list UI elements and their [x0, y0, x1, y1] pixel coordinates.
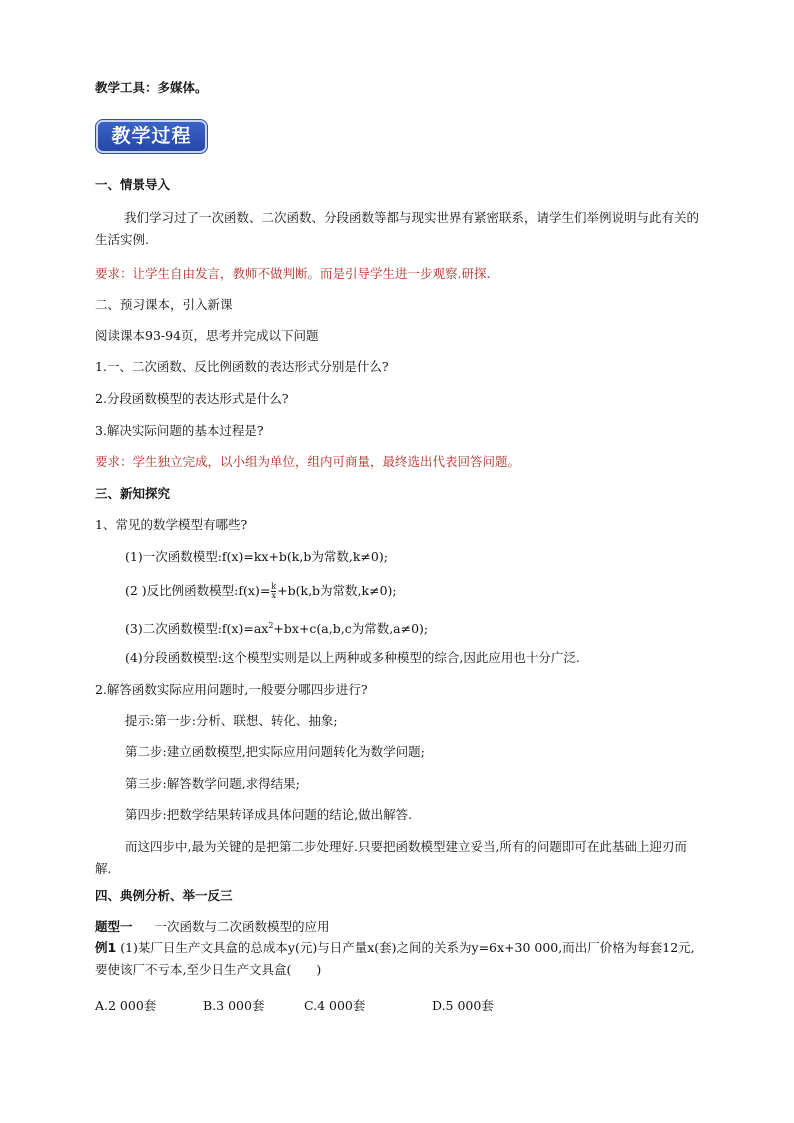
example-1	[95, 937, 702, 981]
fraction-numerator: k	[271, 582, 277, 591]
option-a: A.2 000套	[95, 998, 157, 1013]
section1-title: 一、情景导入	[95, 177, 171, 192]
section2-title: 二、预习课本，引入新课	[95, 297, 233, 312]
answer-options	[95, 996, 695, 1014]
model-quadratic-exponent: 2	[268, 621, 274, 630]
steps-summary: 而这四步中,最为关键的是把第二步处理好.只要把函数模型建立妥当,所有的问题即可在此基础上迎刃而解.	[95, 839, 687, 876]
example-text: (1)某厂日生产文具盒的总成本y(元)与日产量x(套)之间的关系为y=6x+30 000,而出厂价格为每套12元,要使该厂不亏本,至少日生产文具盒( )	[95, 940, 695, 977]
question-type-heading	[95, 918, 702, 936]
section3-title: 三、新知探究	[95, 486, 171, 501]
section4-title: 四、典例分析、举一反三	[95, 888, 233, 903]
question-type-text: 一次函数与二次函数模型的应用	[154, 919, 330, 934]
teaching-tools-line: 教学工具：多媒体。	[95, 80, 208, 95]
section2-question-1: 1.一、二次函数、反比例函数的表达形式分别是什么?	[95, 359, 389, 374]
model-quadratic	[125, 617, 702, 638]
model-quadratic-suffix: +bx+c(a,b,c为常数,a≠0);	[273, 621, 429, 637]
model-inverse-suffix: +b(k,b为常数,k≠0);	[277, 583, 397, 598]
model-linear: (1)一次函数模型:f(x)=kx+b(k,b为常数,k≠0);	[125, 549, 388, 564]
section3-question-2: 2.解答函数实际应用问题时,一般要分哪四步进行?	[95, 682, 368, 697]
teaching-process-banner: 教学过程	[98, 122, 205, 151]
section2-question-2: 2.分段函数模型的表达形式是什么?	[95, 391, 289, 406]
model-inverse	[125, 582, 702, 600]
option-b: B.3 000套	[203, 998, 265, 1013]
option-d: D.5 000套	[432, 998, 494, 1013]
section2-reading: 阅读课本93-94页，思考并完成以下问题	[95, 328, 319, 343]
model-inverse-prefix: (2 )反比例函数模型:f(x)=	[125, 583, 271, 598]
section1-paragraph: 我们学习过了一次函数、二次函数、分段函数等都与现实世界有紧密联系，请学生们举例说明与此有关的生活实例.	[95, 210, 700, 247]
model-piecewise: (4)分段函数模型:这个模型实则是以上两种或多种模型的综合,因此应用也十分广泛.	[125, 650, 580, 665]
section2-question-3: 3.解决实际问题的基本过程是?	[95, 423, 264, 438]
step-1: 提示:第一步:分析、联想、转化、抽象;	[125, 713, 338, 728]
step-2: 第二步:建立函数模型,把实际应用问题转化为数学问题;	[125, 744, 425, 759]
option-c: C.4 000套	[304, 998, 366, 1013]
step-3: 第三步:解答数学问题,求得结果;	[125, 776, 300, 791]
fraction-denominator: x	[271, 591, 276, 600]
section3-question-1: 1、常见的数学模型有哪些?	[95, 517, 248, 532]
question-type-label: 题型一	[95, 919, 133, 934]
fraction-k-over-x	[271, 583, 276, 600]
section1-requirement: 要求：让学生自由发言，教师不做判断。而是引导学生进一步观察.研探.	[95, 266, 491, 281]
step-4: 第四步:把数学结果转译成具体问题的结论,做出解答.	[125, 807, 413, 822]
section2-requirement: 要求：学生独立完成，以小组为单位，组内可商量，最终选出代表回答问题。	[95, 454, 521, 469]
model-quadratic-prefix: (3)二次函数模型:f(x)=ax	[125, 621, 269, 637]
example-label: 例1	[95, 940, 117, 955]
